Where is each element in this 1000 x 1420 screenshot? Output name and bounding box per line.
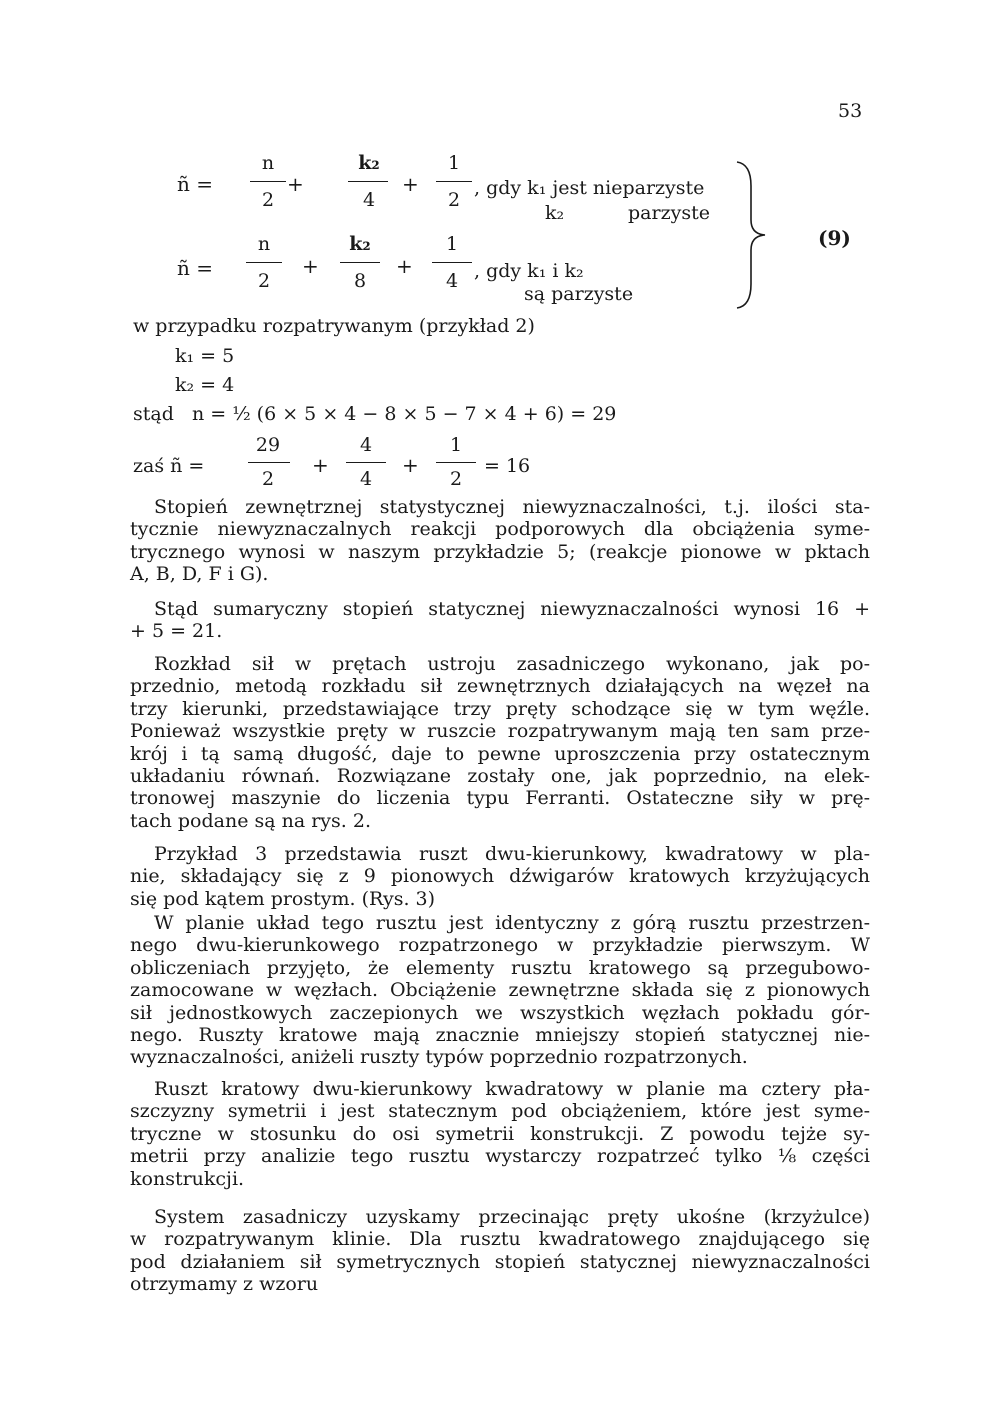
formula-2-condition: , gdy k₁ i k₂ bbox=[474, 260, 584, 282]
text-line: układaniu równań. Rozwiązane zostały one, jak poprzednio, na elek- bbox=[130, 764, 870, 787]
text-line: Stopień zewnętrznej statystycznej niewyznaczalności, t.j. ilości sta- bbox=[154, 496, 870, 518]
text-line: przednio, metodą rozkładu sił zewnętrznych działających na węzeł na bbox=[130, 675, 870, 698]
paragraph bbox=[130, 1078, 870, 1190]
formula-2-den3: 4 bbox=[445, 270, 459, 292]
zas-lhs: zaś ñ = bbox=[133, 455, 205, 477]
paragraph bbox=[130, 912, 870, 1069]
formula-2-lhs: ñ = bbox=[177, 256, 213, 280]
page-number: 53 bbox=[838, 100, 863, 122]
formula-2-condition-line2: są parzyste bbox=[524, 283, 634, 305]
formula-2-den2: 8 bbox=[353, 270, 367, 292]
formula-1-den3: 2 bbox=[447, 189, 461, 211]
text-line: Przykład 3 przedstawia ruszt dwu-kierunkowy, kwadratowy w pla- bbox=[154, 843, 870, 865]
k1-value: k₁ = 5 bbox=[175, 345, 235, 367]
text-line: obliczeniach przyjęto, że elementy rusztu kratowego są przegubowo- bbox=[130, 956, 870, 979]
text-line: krój i tą samą długość, daje to pewne uproszczenia przy ostatecznym bbox=[130, 742, 870, 765]
zas-den2: 4 bbox=[359, 468, 373, 490]
zas-den1: 2 bbox=[261, 468, 275, 490]
formula-1-den1: 2 bbox=[261, 189, 275, 211]
text-line: + 5 = 21. bbox=[130, 620, 223, 643]
right-brace-icon bbox=[735, 160, 775, 310]
text-line: w rozpatrywanym klinie. Dla rusztu kwadratowego znajdującego się bbox=[130, 1228, 870, 1251]
intro-line: w przypadku rozpatrywanym (przykład 2) bbox=[133, 315, 535, 337]
text-line: się pod kątem prostym. (Rys. 3) bbox=[130, 887, 436, 910]
text-line: metrii przy analizie tego rusztu wystarczy rozpatrzeć tylko ⅛ części bbox=[130, 1145, 870, 1168]
formula-2-num3: 1 bbox=[445, 233, 459, 255]
text-line: sił jednostkowych zaczepionych we wszystkich węzłach pokładu gór- bbox=[130, 1001, 870, 1024]
formula-1-condition-word: parzyste bbox=[628, 202, 710, 224]
paragraph bbox=[130, 1206, 870, 1296]
text-line: tach podane są na rys. 2. bbox=[130, 809, 371, 832]
zas-den3: 2 bbox=[449, 468, 463, 490]
k2-value: k₂ = 4 bbox=[175, 374, 235, 396]
formula-1-lhs: ñ = bbox=[177, 172, 213, 196]
text-line: otrzymamy z wzoru bbox=[130, 1273, 319, 1296]
zas-num2: 4 bbox=[359, 434, 373, 456]
text-line: System zasadniczy uzyskamy przecinając pręty ukośne (krzyżulce) bbox=[154, 1206, 870, 1228]
formula-2-den1: 2 bbox=[257, 270, 271, 292]
formula-1-condition: , gdy k₁ jest nieparzyste bbox=[474, 177, 705, 199]
text-line: Ponieważ wszystkie pręty w ruszcie rozpatrywanym mają ten sam prze- bbox=[130, 720, 870, 743]
zas-result: = 16 bbox=[484, 455, 531, 477]
formula-1-num3: 1 bbox=[447, 152, 461, 174]
text-line: Ruszt kratowy dwu-kierunkowy kwadratowy w planie ma cztery pła- bbox=[154, 1078, 870, 1100]
formula-1-den2: 4 bbox=[362, 189, 376, 211]
plus-sign: + bbox=[396, 254, 413, 278]
text-line: wyznaczalności, aniżeli ruszty typów poprzednio rozpatrzonych. bbox=[130, 1046, 748, 1069]
paragraph bbox=[130, 843, 870, 910]
zas-num1: 29 bbox=[255, 434, 281, 456]
text-line: nego dwu-kierunkowego rozpatrzonego w przykładzie pierwszym. W bbox=[130, 934, 870, 957]
text-line: nego. Ruszty kratowe mają znacznie mniejszy stopień statycznej nie- bbox=[130, 1023, 870, 1046]
text-line: W planie układ tego rusztu jest identyczny z górą rusztu przestrzen- bbox=[154, 912, 870, 934]
text-line: trzy kierunki, przedstawiające trzy pręty schodzące się w tym węźle. bbox=[130, 697, 870, 720]
text-line: szczyzny symetrii i jest statecznym pod obciążeniem, które jest syme- bbox=[130, 1100, 870, 1123]
formula-1-condition-var: k₂ bbox=[545, 202, 565, 224]
stad-equation: stąd n = ½ (6 × 5 × 4 − 8 × 5 − 7 × 4 + 6) = 29 bbox=[133, 403, 617, 425]
text-line: zamocowane w węzłach. Obciążenie zewnętrzne składa się z pionowych bbox=[130, 979, 870, 1002]
paragraph bbox=[130, 653, 870, 832]
text-line: A, B, D, F i G). bbox=[130, 563, 269, 586]
paragraph bbox=[130, 496, 870, 586]
formula-2-num2: k₂ bbox=[349, 233, 371, 255]
text-line: nie, składający się z 9 pionowych dźwigarów kratowych krzyżujących bbox=[130, 865, 870, 888]
text-line: Stąd sumaryczny stopień statycznej niewyznaczalności wynosi 16 + bbox=[154, 598, 870, 620]
plus-sign: + bbox=[402, 172, 419, 196]
plus-sign: + bbox=[302, 254, 319, 278]
formula-2-num1: n bbox=[257, 233, 271, 255]
text-line: tryczne w stosunku do osi symetrii konstrukcji. Z powodu tejże sy- bbox=[130, 1122, 870, 1145]
equation-number: (9) bbox=[818, 226, 851, 250]
paragraph bbox=[130, 598, 870, 643]
plus-sign: + bbox=[312, 453, 329, 477]
plus-sign: + bbox=[287, 172, 304, 196]
text-line: trycznego wynosi w naszym przykładzie 5; (reakcje pionowe w pktach bbox=[130, 540, 870, 563]
text-line: konstrukcji. bbox=[130, 1167, 245, 1190]
zas-num3: 1 bbox=[449, 434, 463, 456]
text-line: tronowej maszynie do liczenia typu Ferranti. Ostateczne siły w prę- bbox=[130, 787, 870, 810]
formula-1-num2: k₂ bbox=[358, 152, 380, 174]
text-line: pod działaniem sił symetrycznych stopień statycznej niewyznaczalności bbox=[130, 1250, 870, 1273]
text-line: tycznie niewyznaczalnych reakcji podporowych dla obciążenia syme- bbox=[130, 518, 870, 541]
text-line: Rozkład sił w prętach ustroju zasadniczego wykonano, jak po- bbox=[154, 653, 870, 675]
formula-1-num1: n bbox=[261, 152, 275, 174]
plus-sign: + bbox=[402, 453, 419, 477]
